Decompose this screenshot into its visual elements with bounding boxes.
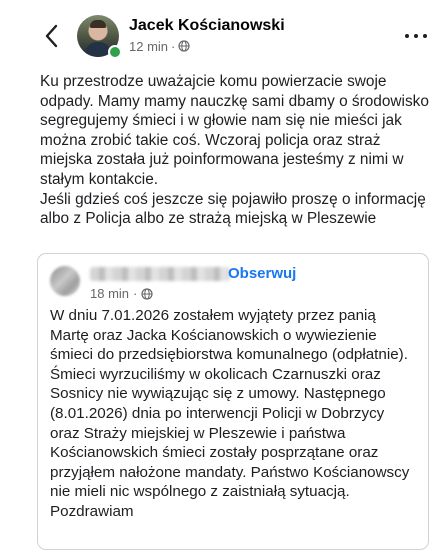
- shared-author-name-blurred: [90, 267, 230, 281]
- back-button[interactable]: [40, 22, 62, 50]
- post-header: [0, 0, 448, 68]
- shared-post-card[interactable]: [37, 253, 429, 550]
- dot-icon: [405, 34, 409, 38]
- shared-post-time[interactable]: 18 min: [90, 286, 130, 301]
- meta-separator: ·: [133, 286, 138, 301]
- author-name[interactable]: Jacek Kościanowski: [129, 17, 285, 34]
- post-time[interactable]: 12 min: [129, 38, 169, 54]
- chevron-left-icon: [44, 24, 58, 48]
- follow-button[interactable]: Obserwuj: [228, 265, 297, 282]
- online-status-dot: [108, 45, 122, 59]
- shared-author-avatar-blurred: [50, 266, 80, 296]
- more-options-button[interactable]: [405, 30, 427, 42]
- globe-icon: [141, 288, 153, 300]
- dot-icon: [414, 34, 418, 38]
- post-meta: [129, 38, 190, 54]
- post-body: [40, 72, 432, 229]
- shared-post-meta: [90, 286, 153, 301]
- shared-post-text: W dniu 7.01.2026 zostałem wyjątety przez panią Martę oraz Jacka Kościanowskich o wywiezienie śmieci do przedsiębiorstwa komunalnego (odpłatnie). Śmieci wyrzuciliśmy w okolicach Czarnuszki oraz Sosnicy nie wywiązując się z umowy. Następnego (8.01.2026) dnia po interwencji Policji w Dobrzycy oraz Straży miejskiej w Pleszewie i państwa Kościanowskich śmieci zostały posprzątane oraz przyjąłem nałożone mandaty. Państwo Kościanowscy nie mieli nic wspólnego z zaistniałą sytuacją. Pozdrawiam: [50, 307, 410, 520]
- dot-icon: [423, 34, 427, 38]
- post-paragraph: Ku przestrodze uważajcie komu powierzacie swoje odpady. Mamy mamy nauczkę sami dbamy o środowisko segregujemy śmieci i w głowie nam się nie mieści jak można zrobić takie coś. Wczoraj policja oraz straż miejska została już poinformowana jesteśmy z nimi w stałym kontakcie.: [40, 73, 429, 188]
- globe-icon: [178, 40, 190, 52]
- meta-separator: ·: [171, 38, 176, 54]
- post-paragraph: Jeśli gdzieś coś jeszcze się pojawiło proszę o informację albo z Policja albo ze strażą miejską w Pleszewie: [40, 190, 426, 228]
